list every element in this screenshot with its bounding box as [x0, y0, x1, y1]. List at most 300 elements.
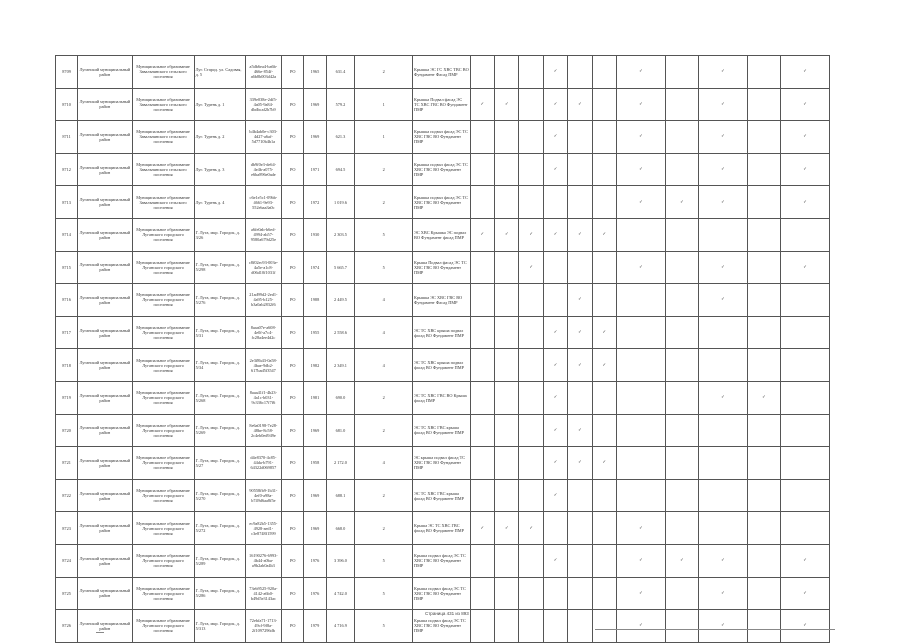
- address-cell: Луг. Старод. ул. Садовая, д. 5: [194, 56, 245, 89]
- checkmark-icon: ✓: [639, 623, 643, 629]
- year-cell: 1971: [304, 153, 326, 186]
- check-cell: [568, 56, 592, 89]
- services-cell: Крыша ЭС ТС ХВС ГВС фасад ВО Фундамент ПМР: [413, 512, 471, 545]
- guid-cell: a6fe0ab-b6ed-4994-ab57-9580a679d25e: [245, 218, 282, 251]
- check-cell: [568, 251, 592, 284]
- municipality-cell: Муниципальное образование Луганского городского поселения: [132, 218, 194, 251]
- scan-mark: [595, 629, 835, 630]
- check-cell: [747, 447, 780, 480]
- checkmark-icon: ✓: [553, 232, 558, 238]
- area-cell: 2 349.1: [326, 349, 355, 382]
- district-cell: Луганский муниципальный район: [78, 610, 132, 643]
- type-cell: РО: [282, 349, 304, 382]
- check-cell: [543, 218, 567, 251]
- check-cell: [665, 316, 698, 349]
- row-number: 8712: [56, 153, 78, 186]
- check-cell: [543, 251, 567, 284]
- checkmark-icon: ✓: [803, 623, 807, 629]
- table-row: [56, 251, 830, 284]
- check-cell: [781, 544, 830, 577]
- floors-cell: 2: [355, 512, 413, 545]
- check-cell: [568, 316, 592, 349]
- checkmark-icon: ✓: [803, 590, 807, 596]
- check-cell: [495, 153, 519, 186]
- table-row: [56, 186, 830, 219]
- check-cell: [495, 349, 519, 382]
- address-cell: Г. Луга, мкр. Городок, д. 5/289: [194, 544, 245, 577]
- check-cell: [747, 284, 780, 317]
- year-cell: 1958: [304, 447, 326, 480]
- district-cell: Луганский муниципальный район: [78, 577, 132, 610]
- checkmark-icon: ✓: [639, 199, 643, 205]
- check-cell: [617, 316, 666, 349]
- area-cell: 694.5: [326, 153, 355, 186]
- check-cell: [519, 88, 543, 121]
- checkmark-icon: ✓: [803, 134, 807, 140]
- check-cell: [665, 349, 698, 382]
- check-cell: [592, 56, 616, 89]
- check-cell: [665, 512, 698, 545]
- services-cell: ЭС ТС ХВС ГВС крыша фасад ВО Фундамент ПМР: [413, 414, 471, 447]
- year-cell: 1955: [304, 316, 326, 349]
- type-cell: РО: [282, 414, 304, 447]
- check-cell: [495, 284, 519, 317]
- check-cell: [543, 316, 567, 349]
- check-cell: [543, 447, 567, 480]
- check-cell: [699, 316, 748, 349]
- floors-cell: 4: [355, 349, 413, 382]
- row-number: 8715: [56, 251, 78, 284]
- district-cell: Луганский муниципальный район: [78, 56, 132, 89]
- check-cell: [519, 121, 543, 154]
- check-cell: [592, 577, 616, 610]
- check-cell: [665, 479, 698, 512]
- check-cell: [617, 414, 666, 447]
- floors-cell: 5: [355, 218, 413, 251]
- check-cell: [568, 218, 592, 251]
- check-cell: [781, 349, 830, 382]
- check-cell: [470, 381, 494, 414]
- year-cell: 1982: [304, 349, 326, 382]
- type-cell: РО: [282, 512, 304, 545]
- check-cell: [543, 349, 567, 382]
- check-cell: [592, 447, 616, 480]
- guid-cell: c8f02ec93-003e-4a5e-a1c8-d06d10f1031f: [245, 251, 282, 284]
- year-cell: 1969: [304, 121, 326, 154]
- checkmark-icon: ✓: [553, 558, 558, 564]
- floors-cell: 4: [355, 284, 413, 317]
- check-cell: [543, 186, 567, 219]
- address-cell: Г. Луга, мкр. Городок, д. 5/268: [194, 381, 245, 414]
- checkmark-icon: ✓: [803, 69, 807, 75]
- check-cell: [747, 610, 780, 643]
- checkmark-icon: ✓: [504, 525, 509, 531]
- year-cell: 1972: [304, 186, 326, 219]
- check-cell: [519, 251, 543, 284]
- district-cell: Луганский муниципальный район: [78, 479, 132, 512]
- guid-cell: 8aaa41f1-4b23-4a1c-b031-9c336c17f7f6: [245, 381, 282, 414]
- check-cell: [699, 577, 748, 610]
- checkmark-icon: ✓: [553, 101, 558, 107]
- check-cell: [470, 121, 494, 154]
- check-cell: [747, 512, 780, 545]
- checkmark-icon: ✓: [529, 525, 533, 531]
- type-cell: РО: [282, 381, 304, 414]
- year-cell: 1979: [304, 610, 326, 643]
- row-number: 8714: [56, 218, 78, 251]
- check-cell: [568, 381, 592, 414]
- services-cell: Крыша подвал фасад ЭС ТС ХВС ГВС ВО Фундамент ПМР: [413, 577, 471, 610]
- housing-registry-table: [55, 55, 830, 643]
- check-cell: [617, 56, 666, 89]
- checkmark-icon: ✓: [529, 232, 533, 238]
- checkmark-icon: ✓: [639, 167, 643, 173]
- floors-cell: 5: [355, 251, 413, 284]
- check-cell: [699, 121, 748, 154]
- checkmark-icon: ✓: [639, 134, 643, 140]
- table-row: [56, 153, 830, 186]
- checkmark-icon: ✓: [553, 362, 558, 368]
- municipality-cell: Муниципальное образование Луганского городского поселения: [132, 284, 194, 317]
- checkmark-icon: ✓: [680, 558, 684, 564]
- check-cell: [781, 251, 830, 284]
- checkmark-icon: ✓: [602, 362, 607, 368]
- checkmark-icon: ✓: [553, 395, 558, 401]
- check-cell: [470, 544, 494, 577]
- check-cell: [781, 447, 830, 480]
- check-cell: [747, 349, 780, 382]
- municipality-cell: Муниципальное образование Луганского городского поселения: [132, 251, 194, 284]
- municipality-cell: Муниципальное образование Завальнянского сельского поселения: [132, 88, 194, 121]
- check-cell: [617, 512, 666, 545]
- type-cell: РО: [282, 56, 304, 89]
- check-cell: [781, 186, 830, 219]
- check-cell: [543, 610, 567, 643]
- municipality-cell: Муниципальное образование Луганского городского поселения: [132, 610, 194, 643]
- area-cell: 688.1: [326, 479, 355, 512]
- check-cell: [747, 186, 780, 219]
- checkmark-icon: ✓: [721, 590, 725, 596]
- guid-cell: 339e038e-2df5-4a05-9a84-dbdbcaf2b7b9: [245, 88, 282, 121]
- guid-cell: 21ad99d2-2ed1-4a95-b125-b3a0ab2832f6: [245, 284, 282, 317]
- area-cell: 2 172.0: [326, 447, 355, 480]
- row-number: 8719: [56, 381, 78, 414]
- checkmark-icon: ✓: [578, 460, 582, 466]
- check-cell: [747, 218, 780, 251]
- services-cell: Крыша Подвал фасад ЭС ТС ХВС ГВС ВО Фундамент ПМР: [413, 251, 471, 284]
- district-cell: Луганский муниципальный район: [78, 218, 132, 251]
- check-cell: [617, 153, 666, 186]
- check-cell: [592, 88, 616, 121]
- check-cell: [617, 381, 666, 414]
- check-cell: [747, 414, 780, 447]
- checkmark-icon: ✓: [721, 297, 725, 303]
- checkmark-icon: ✓: [553, 69, 558, 75]
- district-cell: Луганский муниципальный район: [78, 88, 132, 121]
- check-cell: [781, 414, 830, 447]
- check-cell: [470, 316, 494, 349]
- table-row: [56, 349, 830, 382]
- check-cell: [543, 153, 567, 186]
- check-cell: [699, 218, 748, 251]
- checkmark-icon: ✓: [639, 590, 643, 596]
- area-cell: 579.2: [326, 88, 355, 121]
- table-row: [56, 544, 830, 577]
- municipality-cell: Муниципальное образование Луганского городского поселения: [132, 577, 194, 610]
- type-cell: РО: [282, 88, 304, 121]
- check-cell: [519, 610, 543, 643]
- check-cell: [617, 349, 666, 382]
- check-cell: [781, 56, 830, 89]
- check-cell: [665, 251, 698, 284]
- address-cell: Г. Луга, мкр. Городок, д. 5/313: [194, 610, 245, 643]
- type-cell: РО: [282, 447, 304, 480]
- check-cell: [495, 316, 519, 349]
- year-cell: 1974: [304, 251, 326, 284]
- services-cell: ЭС ТС ХВС ГВС ВО Крыша фасад ПМР: [413, 381, 471, 414]
- check-cell: [592, 316, 616, 349]
- floors-cell: 1: [355, 88, 413, 121]
- row-number: 8716: [56, 284, 78, 317]
- district-cell: Луганский муниципальный район: [78, 381, 132, 414]
- guid-cell: 73eb9525-920a-4142-a6b0-b49d5e3143ac: [245, 577, 282, 610]
- scan-mark: [96, 632, 104, 633]
- page-footer: Страница 431 из 893: [425, 611, 469, 616]
- area-cell: 2 558.6: [326, 316, 355, 349]
- check-cell: [495, 414, 519, 447]
- floors-cell: 2: [355, 186, 413, 219]
- check-cell: [543, 56, 567, 89]
- municipality-cell: Муниципальное образование Луганского городского поселения: [132, 479, 194, 512]
- services-cell: Крыша подвал фасад ЭС ТС ХВС ГВС ВО Фундамент ПМР: [413, 610, 471, 643]
- check-cell: [781, 284, 830, 317]
- table-row: [56, 56, 830, 89]
- check-cell: [495, 512, 519, 545]
- municipality-cell: Муниципальное образование Завальнянского сельского поселения: [132, 56, 194, 89]
- check-cell: [470, 251, 494, 284]
- row-number: 8710: [56, 88, 78, 121]
- table-row: [56, 88, 830, 121]
- table-row: [56, 447, 830, 480]
- check-cell: [543, 512, 567, 545]
- address-cell: Луг. Турень д. 4: [194, 186, 245, 219]
- municipality-cell: Муниципальное образование Луганского городского поселения: [132, 349, 194, 382]
- row-number: 8711: [56, 121, 78, 154]
- area-cell: 2 449.5: [326, 284, 355, 317]
- check-cell: [543, 577, 567, 610]
- check-cell: [592, 479, 616, 512]
- services-cell: Крыша подвал фасад ЭС ТС ХВС ГВС ВО Фундамент ПМР: [413, 544, 471, 577]
- check-cell: [543, 381, 567, 414]
- address-cell: Луг. Турень д. 3: [194, 153, 245, 186]
- guid-cell: db9f0e3-de64-4e4b-a075-e6ba896e0ade: [245, 153, 282, 186]
- check-cell: [568, 610, 592, 643]
- floors-cell: 2: [355, 381, 413, 414]
- check-cell: [781, 121, 830, 154]
- check-cell: [617, 284, 666, 317]
- checkmark-icon: ✓: [553, 167, 558, 173]
- checkmark-icon: ✓: [639, 558, 643, 564]
- district-cell: Луганский муниципальный район: [78, 316, 132, 349]
- check-cell: [699, 56, 748, 89]
- guid-cell: 90558fb9-1b31-4ef0-a98a-b749d6aa8f5e: [245, 479, 282, 512]
- check-cell: [495, 56, 519, 89]
- checkmark-icon: ✓: [721, 264, 725, 270]
- checkmark-icon: ✓: [803, 264, 807, 270]
- area-cell: 690.0: [326, 381, 355, 414]
- address-cell: Г. Луга, мкр. Городок, д. 5/269: [194, 414, 245, 447]
- check-cell: [592, 153, 616, 186]
- floors-cell: 5: [355, 544, 413, 577]
- guid-cell: 8aaa07e-a608-4e0f-a7c4-fc28a4ee4d2c: [245, 316, 282, 349]
- checkmark-icon: ✓: [578, 330, 582, 336]
- check-cell: [747, 316, 780, 349]
- check-cell: [519, 218, 543, 251]
- check-cell: [747, 153, 780, 186]
- district-cell: Луганский муниципальный район: [78, 349, 132, 382]
- type-cell: РО: [282, 610, 304, 643]
- checkmark-icon: ✓: [553, 134, 558, 140]
- check-cell: [699, 88, 748, 121]
- check-cell: [568, 121, 592, 154]
- year-cell: 1976: [304, 544, 326, 577]
- checkmark-icon: ✓: [553, 427, 558, 433]
- check-cell: [699, 381, 748, 414]
- check-cell: [495, 544, 519, 577]
- area-cell: 3 396.0: [326, 544, 355, 577]
- check-cell: [470, 610, 494, 643]
- floors-cell: 1: [355, 121, 413, 154]
- services-cell: Крышка ЭС ГС ХВС ТВС ВО Фундамент Фасад ПМР: [413, 56, 471, 89]
- table-row: [56, 577, 830, 610]
- type-cell: РО: [282, 251, 304, 284]
- municipality-cell: Муниципальное образование Луганского городского поселения: [132, 544, 194, 577]
- check-cell: [470, 153, 494, 186]
- check-cell: [617, 88, 666, 121]
- row-number: 8717: [56, 316, 78, 349]
- guid-cell: b4b4ab0e-c303-4d27-a6af-5d7710b4b1a: [245, 121, 282, 154]
- table-row: [56, 479, 830, 512]
- checkmark-icon: ✓: [639, 525, 643, 531]
- check-cell: [519, 544, 543, 577]
- checkmark-icon: ✓: [803, 167, 807, 173]
- guid-cell: 8e6a0198-7e28-48be-8c58-2c4eb0ed949e: [245, 414, 282, 447]
- floors-cell: 2: [355, 414, 413, 447]
- checkmark-icon: ✓: [578, 101, 582, 107]
- area-cell: 668.0: [326, 512, 355, 545]
- check-cell: [592, 121, 616, 154]
- row-number: 8722: [56, 479, 78, 512]
- table-row: [56, 284, 830, 317]
- guid-cell: ec9a82b5-1355-4928-aed1-c3e8748f1599: [245, 512, 282, 545]
- municipality-cell: Муниципальное образование Завальнянского сельского поселения: [132, 153, 194, 186]
- check-cell: [470, 284, 494, 317]
- address-cell: Луг. Турень д. 2: [194, 121, 245, 154]
- checkmark-icon: ✓: [480, 525, 485, 531]
- checkmark-icon: ✓: [639, 69, 643, 75]
- check-cell: [519, 186, 543, 219]
- services-cell: Крышка подвал фасад ЭС ТС ХВС ГВС ВО Фундамент ПМР: [413, 121, 471, 154]
- check-cell: [568, 479, 592, 512]
- check-cell: [665, 218, 698, 251]
- services-cell: ЭС ХВС Крышка ЭС подвал ВО Фундамент фасад ПМР: [413, 218, 471, 251]
- guid-cell: 2e3f8b43-0a58-4bae-9db2-617bad5f3547: [245, 349, 282, 382]
- check-cell: [470, 414, 494, 447]
- area-cell: 4 716.9: [326, 610, 355, 643]
- check-cell: [665, 186, 698, 219]
- check-cell: [470, 218, 494, 251]
- check-cell: [568, 88, 592, 121]
- area-cell: 1 019.6: [326, 186, 355, 219]
- municipality-cell: Муниципальное образование Завальнянского сельского поселения: [132, 186, 194, 219]
- check-cell: [592, 284, 616, 317]
- services-cell: Крышка подвал фасад ЭС ТС ХВС ГВС ВО Фундамент ПМР: [413, 186, 471, 219]
- check-cell: [592, 544, 616, 577]
- check-cell: [665, 153, 698, 186]
- check-cell: [543, 88, 567, 121]
- check-cell: [617, 218, 666, 251]
- address-cell: Г. Луга, мкр. Городок, д. 5/270: [194, 479, 245, 512]
- check-cell: [781, 577, 830, 610]
- guid-cell: 16190276-6993-4b44-a0ba-a9b2ab0a4b3: [245, 544, 282, 577]
- services-cell: ЭС ТС ХВС крыша подвал фасад ВО Фундамент ПМР: [413, 349, 471, 382]
- check-cell: [495, 577, 519, 610]
- checkmark-icon: ✓: [504, 232, 509, 238]
- municipality-cell: Муниципальное образование Луганского городского поселения: [132, 381, 194, 414]
- check-cell: [747, 479, 780, 512]
- check-cell: [543, 479, 567, 512]
- check-cell: [747, 121, 780, 154]
- checkmark-icon: ✓: [721, 134, 725, 140]
- check-cell: [665, 414, 698, 447]
- checkmark-icon: ✓: [762, 395, 766, 401]
- check-cell: [568, 414, 592, 447]
- check-cell: [592, 186, 616, 219]
- checkmark-icon: ✓: [480, 232, 485, 238]
- checkmark-icon: ✓: [602, 232, 607, 238]
- check-cell: [592, 251, 616, 284]
- table-row: [56, 381, 830, 414]
- check-cell: [592, 512, 616, 545]
- type-cell: РО: [282, 186, 304, 219]
- guid-cell: 72ebfa71-1713-49cf-9f8a-2f1097296db: [245, 610, 282, 643]
- check-cell: [617, 479, 666, 512]
- check-cell: [699, 153, 748, 186]
- check-cell: [568, 186, 592, 219]
- check-cell: [747, 88, 780, 121]
- check-cell: [519, 512, 543, 545]
- checkmark-icon: ✓: [721, 101, 725, 107]
- check-cell: [665, 88, 698, 121]
- check-cell: [665, 284, 698, 317]
- guid-cell: d4e8370-4c85-44da-b791-64322d069857: [245, 447, 282, 480]
- district-cell: Луганский муниципальный район: [78, 284, 132, 317]
- area-cell: 681.0: [326, 414, 355, 447]
- check-cell: [543, 544, 567, 577]
- check-cell: [699, 544, 748, 577]
- checkmark-icon: ✓: [578, 427, 582, 433]
- check-cell: [781, 88, 830, 121]
- type-cell: РО: [282, 577, 304, 610]
- year-cell: 1969: [304, 512, 326, 545]
- check-cell: [665, 610, 698, 643]
- checkmark-icon: ✓: [602, 460, 607, 466]
- check-cell: [568, 153, 592, 186]
- floors-cell: 2: [355, 153, 413, 186]
- district-cell: Луганский муниципальный район: [78, 251, 132, 284]
- check-cell: [781, 153, 830, 186]
- check-cell: [617, 577, 666, 610]
